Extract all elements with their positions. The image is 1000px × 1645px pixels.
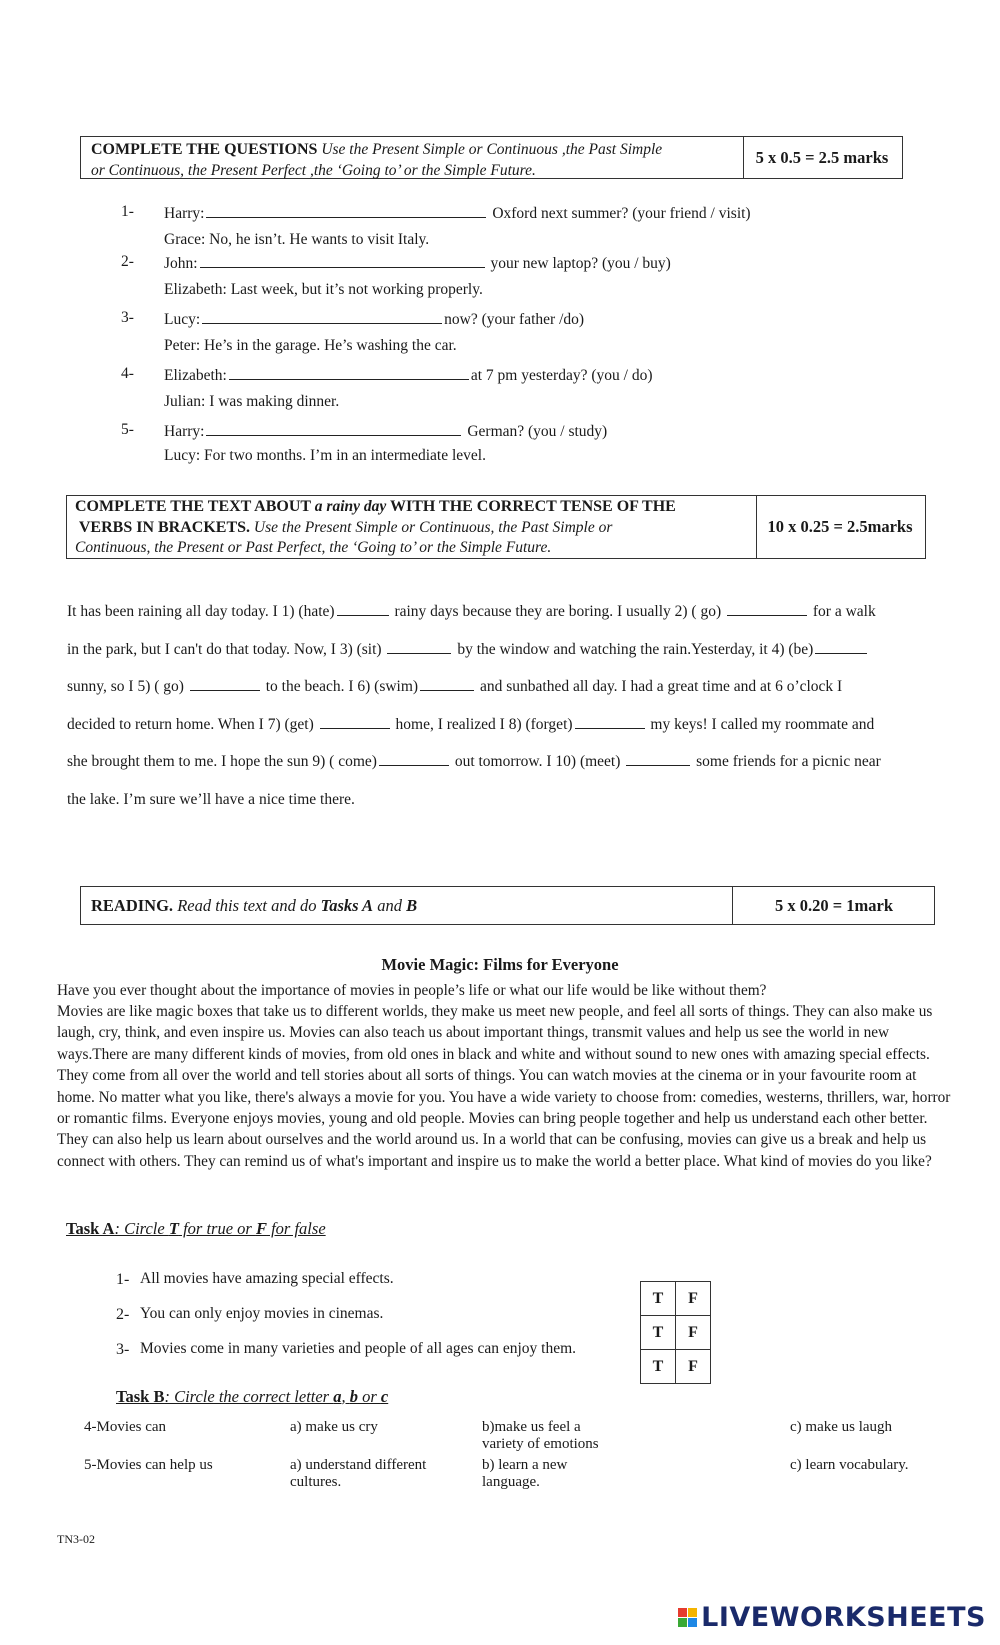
liveworksheets-logo [678, 1602, 986, 1633]
task-b-label: Task B [116, 1387, 165, 1406]
section1-instruction-line2: or Continuous, the Present Perfect ,the ‘Going to’ or the Simple Future. [91, 162, 536, 179]
question-row [164, 421, 607, 441]
section2-heading-c: VERBS IN BRACKETS. [78, 518, 251, 536]
task-a-statement: You can only enjoy movies in cinemas. [140, 1305, 384, 1322]
section2-instruction-a: Use the Present Simple or Continuous, the Past Simple or [250, 518, 613, 536]
gap-blank-6[interactable] [420, 676, 474, 691]
section3-header [80, 886, 935, 925]
text-segment: rainy days because they are boring. I usually 2) ( go) [390, 603, 725, 620]
answer-blank[interactable] [200, 253, 485, 268]
task-a-instr-c: for false [266, 1219, 326, 1238]
task-b-question: 4-Movies can [84, 1419, 167, 1435]
text-line [67, 781, 927, 819]
text-segment: to the beach. I 6) (swim) [261, 678, 419, 695]
false-option[interactable]: F [676, 1316, 711, 1350]
true-option[interactable]: T [641, 1316, 676, 1350]
text-line [67, 593, 927, 631]
true-option[interactable]: T [641, 1350, 676, 1384]
text-segment: she brought them to me. I hope the sun 9) ( come) [67, 753, 377, 770]
question-row [164, 309, 584, 329]
gap-blank-3[interactable] [387, 639, 451, 654]
text-segment: for a walk [809, 603, 876, 620]
section1-header [80, 136, 903, 179]
option-b[interactable] [482, 1419, 599, 1453]
gap-blank-1[interactable] [337, 601, 389, 616]
question-hint: now? (your father /do) [444, 311, 585, 328]
text-segment: It has been raining all day today. I 1) (hate) [67, 603, 335, 620]
question-row [164, 253, 671, 273]
speaker: Harry: [164, 205, 205, 222]
question-number: 2- [121, 253, 134, 270]
task-b-b: b [349, 1387, 358, 1406]
answer-blank[interactable] [206, 203, 486, 218]
task-a-statement: Movies come in many varieties and people of all ages can enjoy them. [140, 1340, 577, 1357]
gap-blank-2[interactable] [727, 601, 807, 616]
text-segment: the lake. I’m sure we’ll have a nice time there. [67, 790, 355, 808]
question-row [164, 203, 751, 223]
speaker: Elizabeth: [164, 367, 227, 384]
option-b-line1: b)make us feel a [482, 1419, 581, 1435]
task-a-item-number: 2- [116, 1306, 130, 1323]
text-segment: in the park, but I can't do that today. Now, I 3) (sit) [67, 640, 386, 658]
text-segment: decided to return home. When I 7) (get) [67, 715, 318, 733]
text-line [67, 668, 927, 706]
page-code: TN3-02 [57, 1532, 95, 1546]
reading-paragraph-1: Have you ever thought about the importance of movies in people’s life or what our life would be like without them? [57, 982, 767, 999]
task-b-sep2: or [357, 1387, 381, 1406]
section1-instruction-line1: Use the Present Simple or Continuous ,the Past Simple [321, 141, 663, 158]
text-segment: sunny, so I 5) ( go) [67, 678, 188, 695]
text-line [67, 706, 927, 744]
answer-blank[interactable] [202, 309, 442, 324]
task-b-a: a [333, 1387, 342, 1406]
gap-blank-7[interactable] [320, 714, 390, 729]
option-a[interactable]: a) make us cry [290, 1419, 378, 1435]
section3-marks: 5 x 0.20 = 1mark [774, 895, 894, 915]
task-b-instr-a: : Circle the correct letter [164, 1387, 334, 1406]
task-b-c: c [380, 1387, 389, 1406]
gap-blank-9[interactable] [379, 751, 449, 766]
section1-marks: 5 x 0.5 = 2.5 marks [755, 147, 889, 167]
task-a-heading [66, 1219, 326, 1239]
question-number: 5- [121, 421, 134, 438]
logo-text: LIVEWORKSHEETS [701, 1602, 986, 1633]
answer-blank[interactable] [229, 365, 469, 380]
question-number: 1- [121, 203, 134, 220]
section2-heading-b: WITH THE CORRECT TENSE OF THE [386, 498, 676, 515]
false-option[interactable]: F [676, 1350, 711, 1384]
false-option[interactable]: F [676, 1282, 711, 1316]
response-line: Peter: He’s in the garage. He’s washing the car. [164, 337, 457, 354]
text-line [67, 631, 927, 669]
section3-task-b-ref: B [406, 896, 418, 915]
gap-blank-8[interactable] [575, 714, 645, 729]
text-segment: some friends for a picnic near [692, 753, 881, 770]
text-segment: out tomorrow. I 10) (meet) [450, 753, 625, 770]
section1-instructions [81, 137, 744, 178]
gap-blank-5[interactable] [190, 676, 260, 691]
task-b-sep1: , [341, 1387, 350, 1406]
gap-blank-10[interactable] [626, 751, 690, 766]
option-c[interactable]: c) make us laugh [790, 1419, 893, 1435]
question-hint: your new laptop? (you / buy) [486, 255, 671, 272]
question-hint: at 7 pm yesterday? (you / do) [470, 367, 653, 384]
option-a-line1: a) understand different [290, 1457, 427, 1473]
option-a[interactable] [290, 1457, 426, 1491]
section2-instructions [67, 496, 757, 558]
section2-heading-topic: a rainy day [314, 498, 387, 515]
section3-instruction-a: Read this text and do [173, 896, 321, 915]
section2-marks: 10 x 0.25 = 2.5marks [767, 517, 913, 536]
option-a-line2: cultures. [290, 1474, 342, 1490]
question-row [164, 365, 652, 385]
section2-header [66, 495, 926, 559]
response-line: Lucy: For two months. I’m in an intermediate level. [164, 447, 486, 464]
section3-instructions [81, 887, 733, 924]
true-option[interactable]: T [641, 1282, 676, 1316]
logo-squares-icon [678, 1608, 697, 1627]
task-a-instr-b: for true or [178, 1219, 256, 1238]
answer-blank[interactable] [206, 421, 461, 436]
speaker: Lucy: [164, 311, 201, 328]
option-b[interactable] [482, 1457, 567, 1491]
gap-blank-4[interactable] [815, 639, 867, 654]
task-b-heading [116, 1387, 388, 1407]
section3-task-a-ref: Tasks A [320, 896, 374, 915]
question-number: 4- [121, 365, 134, 382]
question-hint: Oxford next summer? (your friend / visit) [488, 205, 751, 222]
section3-instruction-b: and [373, 896, 407, 915]
task-a-statement: All movies have amazing special effects. [140, 1270, 394, 1287]
text-segment: by the window and watching the rain.Yesterday, it 4) (be) [453, 640, 814, 658]
task-a-instr-a: : Circle [114, 1219, 169, 1238]
task-a-item-number: 1- [116, 1271, 130, 1288]
reading-title: Movie Magic: Films for Everyone [381, 955, 619, 974]
section2-heading-a: COMPLETE THE TEXT ABOUT [75, 498, 315, 515]
option-b-line2: variety of emotions [482, 1436, 599, 1452]
task-a-item-number: 3- [116, 1341, 130, 1358]
task-a-t: T [168, 1219, 179, 1238]
text-segment: and sunbathed all day. I had a great time and at 6 o’clock I [476, 678, 843, 695]
speaker: Harry: [164, 423, 205, 440]
section1-heading: COMPLETE THE QUESTIONS [91, 141, 318, 158]
speaker: John: [164, 255, 198, 272]
section3-heading: READING. [91, 896, 174, 915]
response-line: Julian: I was making dinner. [164, 393, 340, 410]
option-b-line2: language. [482, 1474, 540, 1490]
gap-fill-text [67, 593, 927, 818]
task-a-label: Task A [66, 1219, 115, 1238]
text-line [67, 743, 927, 781]
reading-paragraph-2: Movies are like magic boxes that take us to different worlds, they make us meet new people, and feel all sorts of things. They can also make us laugh, cry, think, and even inspire us. Movies can also teach us about important things, transmit values and help us see the world in new ways.There are many different kinds of movies, from old ones in black and white and without sound to new ones with amazing special effects. They come from all over the world and tell stories about all sorts of things. You can watch movies at the cinema or in your favourite room at home. No matter what you like, there's always a movie for you. You have a wide variety to choose from: comedies, westerns, thrillers, war, horror or romantic films. Everyone enjoys movies, young and old people. Movies can bring people together and help us understand each other better. They can also help us learn about ourselves and the world around us. In a world that can be confusing, movies can give us a break and help us connect with others. They can remind us of what's important and inspire us to make the world a better place. What kind of movies do you like? [57, 1003, 951, 1170]
task-a-f: F [255, 1219, 267, 1238]
task-b-question: 5-Movies can help us [84, 1457, 213, 1473]
text-segment: my keys! I called my roommate and [646, 715, 875, 733]
section2-instruction-b: Continuous, the Present or Past Perfect, the ‘Going to’ or the Simple Future. [75, 539, 552, 556]
text-segment: home, I realized I 8) (forget) [391, 715, 573, 733]
option-b-line1: b) learn a new [482, 1457, 568, 1473]
option-c[interactable]: c) learn vocabulary. [790, 1457, 909, 1473]
question-number: 3- [121, 309, 134, 326]
question-hint: German? (you / study) [463, 423, 608, 440]
response-line: Elizabeth: Last week, but it’s not working properly. [164, 281, 483, 298]
true-false-grid [640, 1281, 711, 1384]
response-line: Grace: No, he isn’t. He wants to visit Italy. [164, 231, 430, 248]
